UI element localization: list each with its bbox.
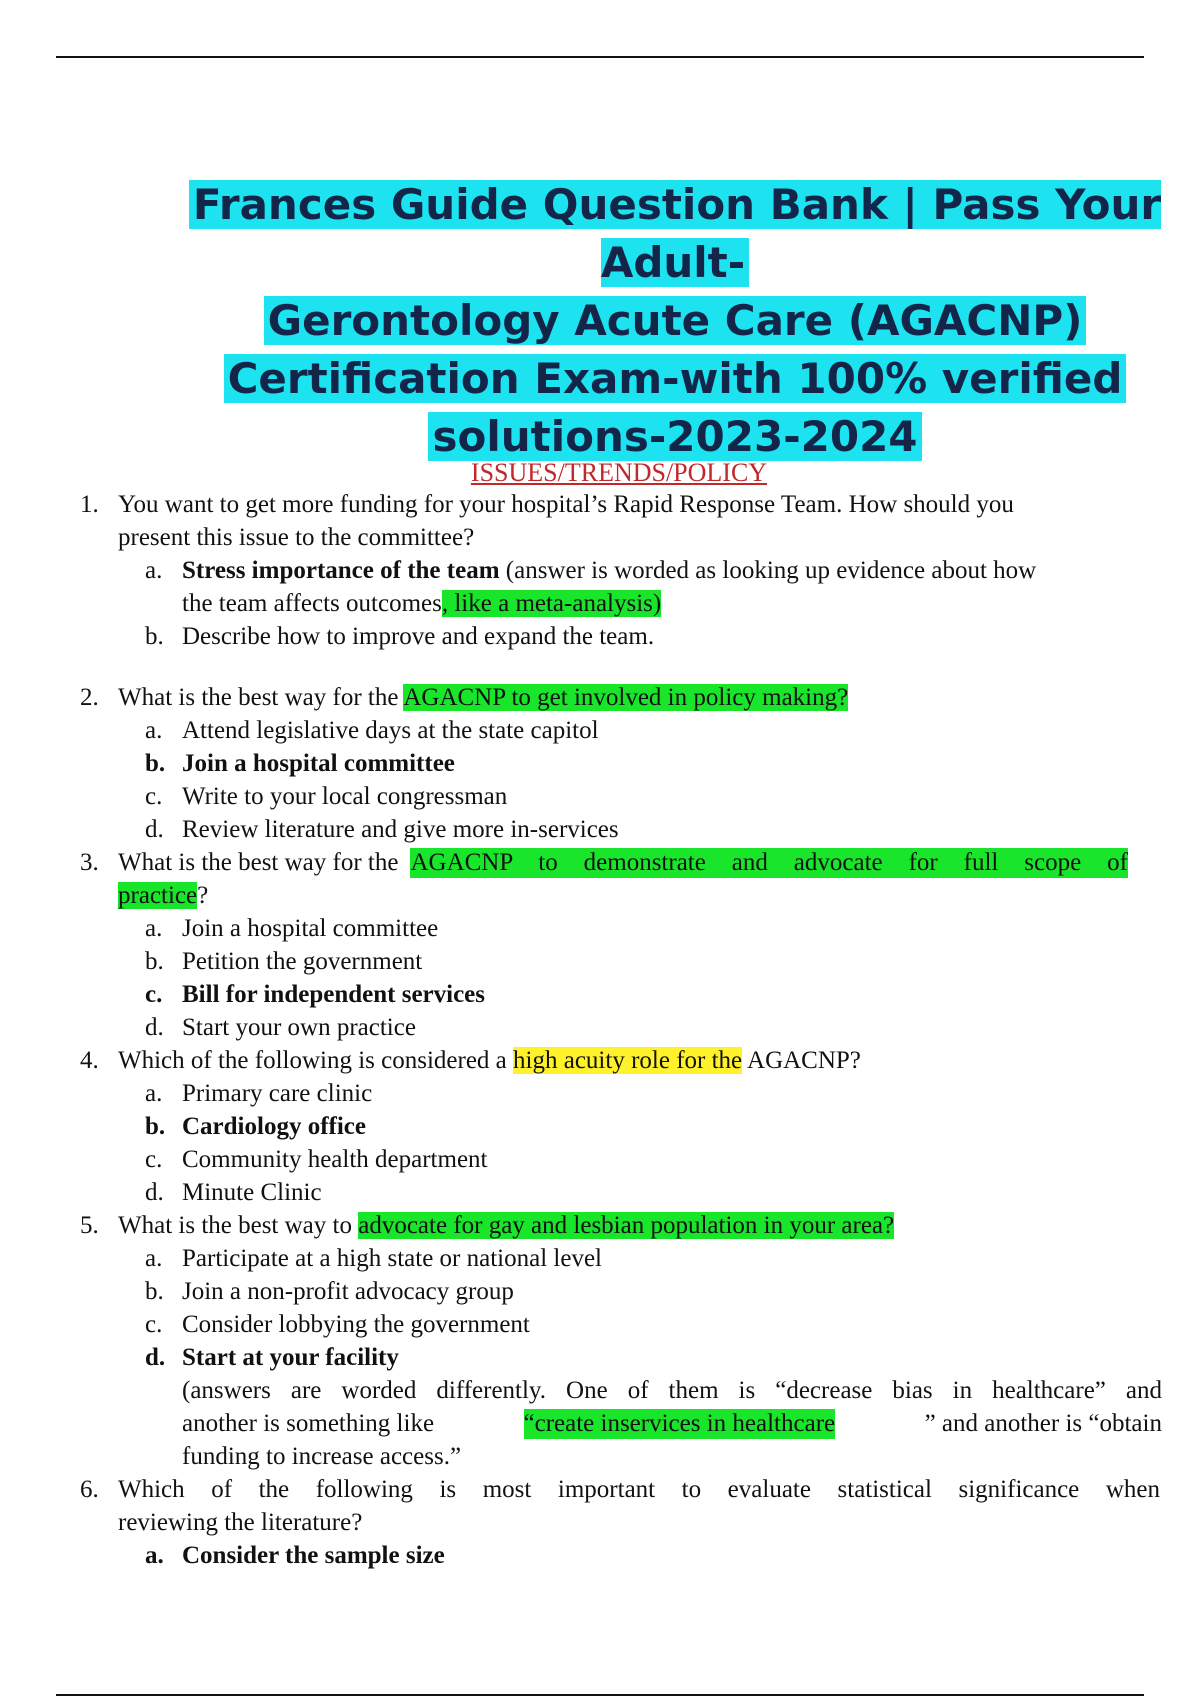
q1-option-a-rest: (answer is worded as looking up evidence about how: [499, 557, 1037, 584]
q2-text-highlight: AGACNP to get involved in policy making?: [403, 684, 849, 711]
q2-option-a-letter: a.: [145, 717, 163, 744]
q5-note-line1-text: (answers are worded differently. One of them is “decrease bias in healthcare” and: [182, 1377, 1162, 1404]
q4-option-d: Minute Clinic: [182, 1179, 322, 1206]
q5-option-b-letter: b.: [145, 1278, 164, 1305]
q3-option-a: Join a hospital committee: [182, 915, 439, 942]
q1-option-b-letter: b.: [145, 623, 164, 650]
q6-option-a: Consider the sample size: [182, 1542, 445, 1569]
title-line-3: Certification Exam-with 100% verified: [224, 354, 1127, 403]
q3-option-b-letter: b.: [145, 948, 164, 975]
q3-option-a-letter: a.: [145, 915, 163, 942]
q4-option-b-letter: b.: [145, 1113, 166, 1140]
q4-text: [118, 1046, 861, 1076]
q3-option-c-letter: c.: [145, 981, 163, 1008]
q4-option-d-letter: d.: [145, 1179, 164, 1206]
title-line-4: solutions-2023-2024: [428, 412, 921, 461]
q3-text-line2: [118, 881, 208, 911]
q3-text-highlight-2: practice: [118, 882, 198, 909]
q6-option-a-letter: a.: [145, 1542, 164, 1569]
q4-text-plain: Which of the following is considered a: [118, 1047, 514, 1074]
q2-option-b-letter: b.: [145, 750, 166, 777]
q5-option-c-letter: c.: [145, 1311, 163, 1338]
q3-text-end: ?: [197, 882, 209, 909]
q6-text-line1-text: Which of the following is most important to evaluate statistical significance when: [118, 1476, 1160, 1503]
q5-option-d-letter: d.: [145, 1344, 166, 1371]
q4-option-b: Cardiology office: [182, 1113, 366, 1140]
q5-text-plain: What is the best way to: [118, 1212, 359, 1239]
q5-option-d: Start at your facility: [182, 1344, 399, 1371]
q4-option-a: Primary care clinic: [182, 1080, 373, 1107]
q4-option-c: Community health department: [182, 1146, 488, 1173]
q2-number: 2.: [80, 684, 99, 711]
q2-option-d-letter: d.: [145, 816, 164, 843]
q2-option-c-letter: c.: [145, 783, 163, 810]
q4-text-end: AGACNP?: [742, 1047, 861, 1074]
q5-text: [118, 1211, 894, 1241]
q5-note-line2-highlight: “create inservices in healthcare: [523, 1410, 836, 1437]
q3-text-line1: [118, 848, 1128, 878]
q5-option-a: Participate at a high state or national level: [182, 1245, 602, 1272]
q6-text-line2: reviewing the literature?: [118, 1509, 363, 1536]
q5-note-line2-pre: another is something like: [182, 1410, 435, 1437]
q3-text-plain: What is the best way for the: [118, 849, 399, 876]
q3-option-d: Start your own practice: [182, 1014, 416, 1041]
title-line-2: Gerontology Acute Care (AGACNP): [264, 296, 1087, 345]
q3-option-c: Bill for independent services: [182, 981, 486, 1008]
q6-text-line1: [118, 1475, 1160, 1505]
q5-option-b: Join a non-profit advocacy group: [182, 1278, 514, 1305]
q3-option-b: Petition the government: [182, 948, 423, 975]
q5-number: 5.: [80, 1212, 99, 1239]
q2-option-d: Review literature and give more in-services: [182, 816, 619, 843]
q3-number: 3.: [80, 849, 99, 876]
title-line-1: Frances Guide Question Bank | Pass Your Adult-: [189, 180, 1161, 287]
q2-text: [118, 683, 848, 713]
q4-option-a-letter: a.: [145, 1080, 163, 1107]
q3-text-highlight: AGACNP to demonstrate and advocate for full scope of: [410, 849, 1128, 876]
q4-text-highlight: high acuity role for the: [513, 1047, 743, 1074]
q5-note-line3: funding to increase access.”: [182, 1443, 462, 1470]
q2-option-a: Attend legislative days at the state capitol: [182, 717, 599, 744]
q2-text-plain: What is the best way for the: [118, 684, 404, 711]
q2-option-b: Join a hospital committee: [182, 750, 455, 777]
q1-text-line2: present this issue to the committee?: [118, 524, 475, 551]
q6-number: 6.: [80, 1476, 99, 1503]
q5-note-line1: [182, 1376, 1162, 1406]
section-heading: ISSUES/TRENDS/POLICY: [470, 458, 768, 487]
q5-note-line2-post: ” and another is “obtain: [924, 1410, 1162, 1437]
q1-option-a-bold: Stress importance of the team: [182, 557, 500, 584]
q4-number: 4.: [80, 1047, 99, 1074]
q5-option-a-letter: a.: [145, 1245, 163, 1272]
q1-option-a-line2: [182, 589, 661, 619]
q4-option-c-letter: c.: [145, 1146, 163, 1173]
q3-option-d-letter: d.: [145, 1014, 164, 1041]
q1-number: 1.: [80, 491, 99, 518]
bottom-rule: [56, 1694, 1144, 1696]
q1-option-a: [182, 556, 1036, 586]
q1-option-a-letter: a.: [145, 557, 163, 584]
q5-text-highlight: advocate for gay and lesbian population in your area?: [358, 1212, 895, 1239]
q2-option-c: Write to your local congressman: [182, 783, 508, 810]
q1-option-a-highlight: , like a meta-analysis): [441, 590, 662, 617]
q1-option-b: Describe how to improve and expand the team.: [182, 623, 655, 650]
q1-text-line1: You want to get more funding for your hospital’s Rapid Response Team. How should you: [118, 491, 1014, 518]
q1-option-a-line2-text: the team affects outcomes: [182, 590, 442, 617]
q5-note-line2: [182, 1409, 1162, 1439]
q5-option-c: Consider lobbying the government: [182, 1311, 530, 1338]
